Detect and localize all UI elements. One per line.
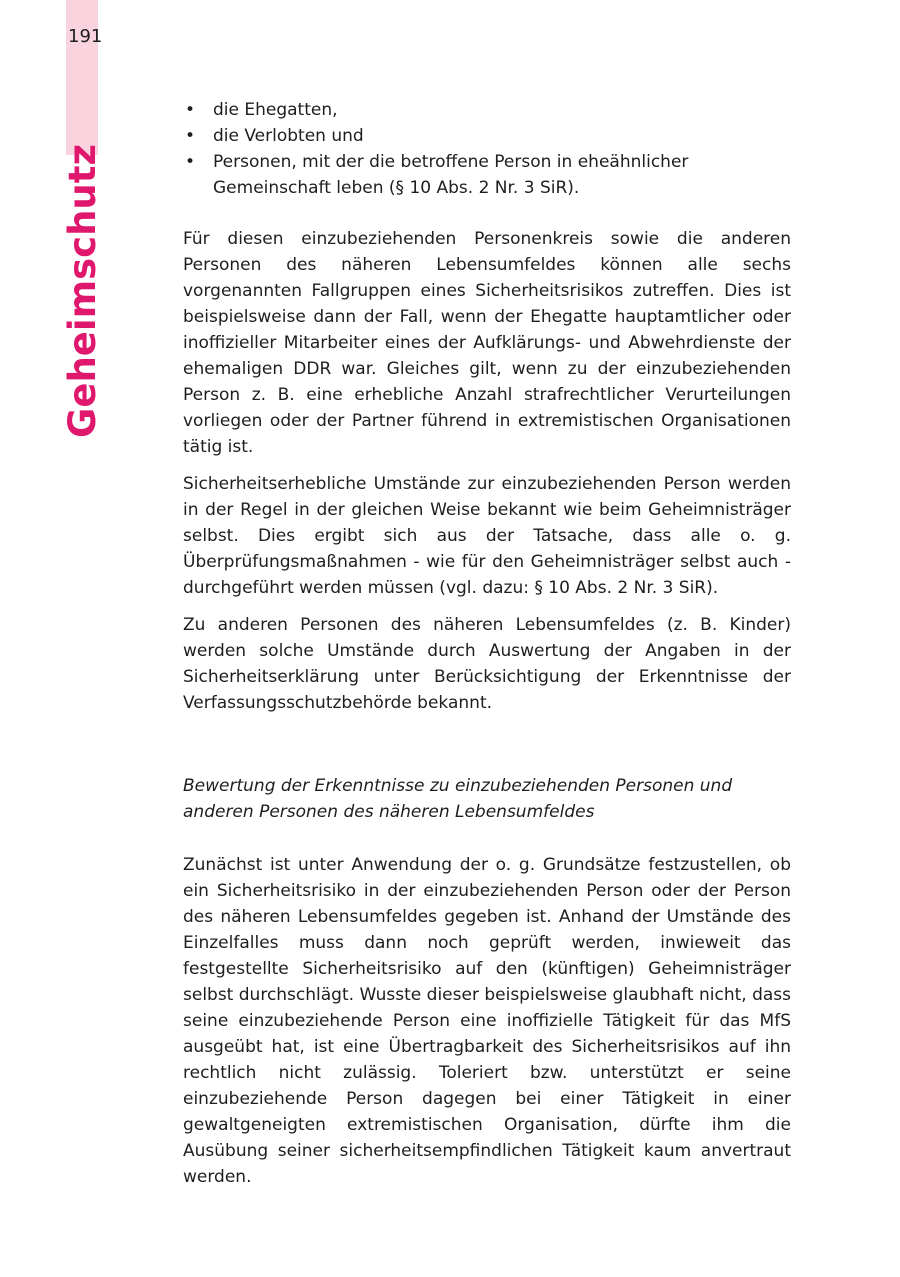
page-content	[183, 97, 791, 1190]
list-item: • die Verlobten und	[183, 123, 791, 149]
paragraph: Zunächst ist unter Anwendung der o. g. Grundsätze festzustellen, ob ein Sicherheitsrisiko in der einzubeziehenden Person oder der Person des näheren Lebensumfeldes gegeben ist. Anhand der Umstände des Einzelfalles muss dann noch geprüft werden, inwieweit das festgestellte Sicherheitsrisiko auf den (künftigen) Geheimnisträger selbst durchschlägt. Wusste dieser beispielsweise glaubhaft nicht, dass seine einzubeziehende Person eine inoffizielle Tätigkeit für das MfS ausgeübt hat, ist eine Übertragbarkeit des Sicherheitsrisikos auf ihn rechtlich nicht zulässig. Toleriert bzw. unterstützt er seine einzubeziehende Person dagegen bei einer Tätigkeit in einer gewaltgeneigten extremistischen Organisation, dürfte ihm die Ausübung seiner sicherheitsempfindlichen Tätigkeit kaum anvertraut werden.	[183, 855, 791, 1187]
paragraph: Für diesen einzubeziehenden Personenkreis sowie die anderen Personen des näheren Lebensumfeldes können alle sechs vorgenannten Fallgruppen eines Sicherheitsrisikos zutreffen. Dies ist beispielsweise dann der Fall, wenn der Ehegatte hauptamtlicher oder inoffizieller Mitarbeiter eines der Aufklärungs- und Abwehrdienste der ehemaligen DDR war. Gleiches gilt, wenn zu der einzubeziehenden Person z. B. eine erhebliche Anzahl strafrechtlicher Verurteilungen vorliegen oder der Partner führend in extremistischen Organisationen tätig ist.	[183, 229, 791, 457]
subheading: Bewertung der Erkenntnisse zu einzubeziehenden Personen und anderen Personen des näheren Lebensumfeldes	[183, 776, 733, 822]
page-number: 191	[68, 26, 103, 47]
bullet-icon: •	[185, 100, 196, 120]
bullet-list	[183, 97, 791, 201]
bullet-icon: •	[185, 126, 196, 146]
bullet-icon: •	[185, 152, 196, 172]
section-tab	[66, 0, 98, 155]
paragraph: Zu anderen Personen des näheren Lebensumfeldes (z. B. Kinder) werden solche Umstände durch Auswertung der Angaben in der Sicherheitserklärung unter Berücksichtigung der Erkenntnisse der Verfassungsschutzbehörde bekannt.	[183, 615, 791, 713]
list-item: • die Ehegatten,	[183, 97, 791, 123]
section-title: Geheimschutz	[61, 144, 104, 438]
paragraph: Sicherheitserhebliche Umstände zur einzubeziehenden Person werden in der Regel in der gleichen Weise bekannt wie beim Geheimnisträger selbst. Dies ergibt sich aus der Tatsache, dass alle o. g. Überprüfungsmaßnahmen - wie für den Geheimnisträger selbst auch - durchgeführt werden müssen (vgl. dazu: § 10 Abs. 2 Nr. 3 SiR).	[183, 474, 791, 598]
list-item: • Personen, mit der die betroffene Person in eheähnlicher Gemeinschaft leben (§ 10 Abs. 2 Nr. 3 SiR).	[183, 149, 791, 201]
